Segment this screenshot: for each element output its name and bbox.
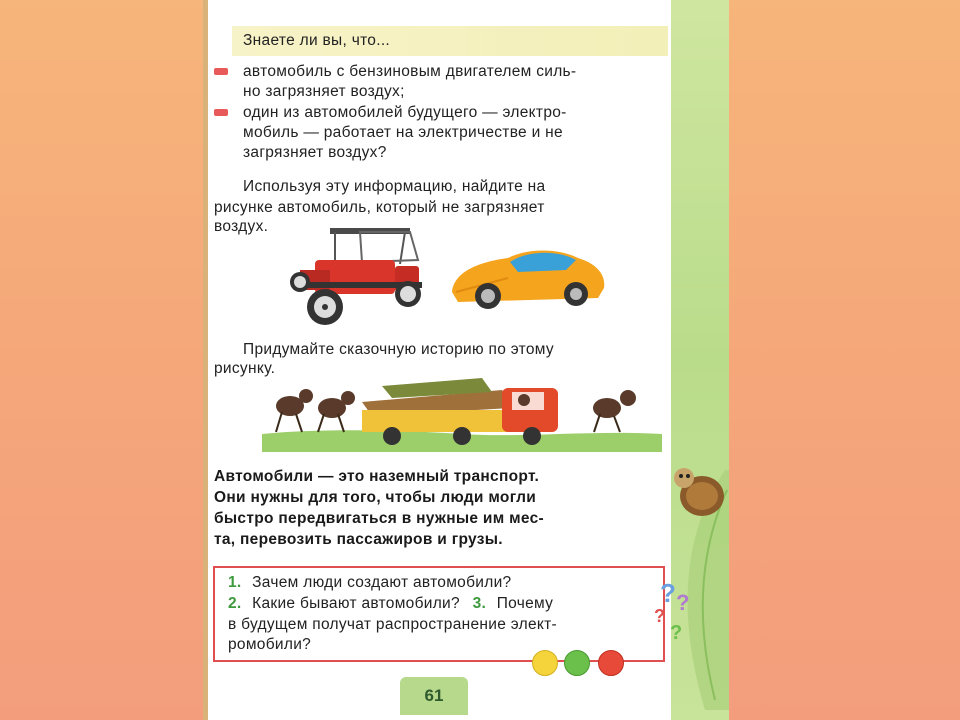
neutral-smiley-icon: [564, 650, 590, 676]
turtle-mascot-icon: [670, 460, 726, 520]
ants-truck-illustration: [262, 372, 662, 452]
question-mark-icon: ?: [654, 606, 665, 626]
bullet-marker: [214, 109, 228, 116]
question-3-text-c: ромобили?: [228, 636, 312, 653]
question-2: [228, 594, 648, 614]
task1-line-1: Используя эту информацию, найдите на: [243, 178, 546, 195]
task2-line-2: рисунку.: [214, 360, 276, 377]
summary-line-4: та, перевозить пассажиров и грузы.: [214, 531, 503, 548]
task2-line-1: Придумайте сказочную историю по этому: [243, 341, 554, 358]
question-3-number: 3.: [472, 595, 487, 612]
fact-2-line-1: один из автомобилей будущего — электро-: [243, 104, 567, 121]
happy-smiley-icon: [532, 650, 558, 676]
fact-2-line-2: мобиль — работает на электричестве и не: [243, 124, 563, 141]
page-number: 61: [400, 677, 468, 715]
question-mark-icon: ?: [676, 590, 690, 615]
task1-line-2: рисунке автомобиль, который не загрязняет: [214, 199, 545, 216]
question-mark-icon: ?: [670, 622, 683, 644]
question-1-text: Зачем люди создают автомобили?: [252, 574, 512, 591]
electric-car-illustration: [448, 240, 608, 312]
bullet-marker: [214, 68, 228, 75]
fact-1-line-2: но загрязняет воздух;: [243, 83, 405, 100]
sad-smiley-icon: [598, 650, 624, 676]
old-car-illustration: [290, 222, 430, 332]
header-title: Знаете ли вы, что...: [243, 32, 391, 49]
fact-1-line-1: автомобиль с бензиновым двигателем силь-: [243, 63, 577, 80]
summary-line-1: Автомобили — это наземный транспорт.: [214, 468, 540, 485]
question-3-text-b: в будущем получат распространение элект-: [228, 616, 557, 633]
question-2-text: Какие бывают автомобили?: [252, 595, 460, 612]
summary-line-2: Они нужны для того, чтобы люди могли: [214, 489, 537, 506]
question-1-number: 1.: [228, 574, 242, 591]
summary-line-3: быстро передвигаться в нужные им мес-: [214, 510, 544, 527]
question-1: [228, 573, 648, 593]
fact-2-line-3: загрязняет воздух?: [243, 144, 387, 161]
task1-line-3: воздух.: [214, 218, 269, 235]
question-3-text-a: Почему: [496, 595, 554, 612]
question-mark-icon: ?: [660, 578, 676, 608]
question-2-number: 2.: [228, 595, 242, 612]
